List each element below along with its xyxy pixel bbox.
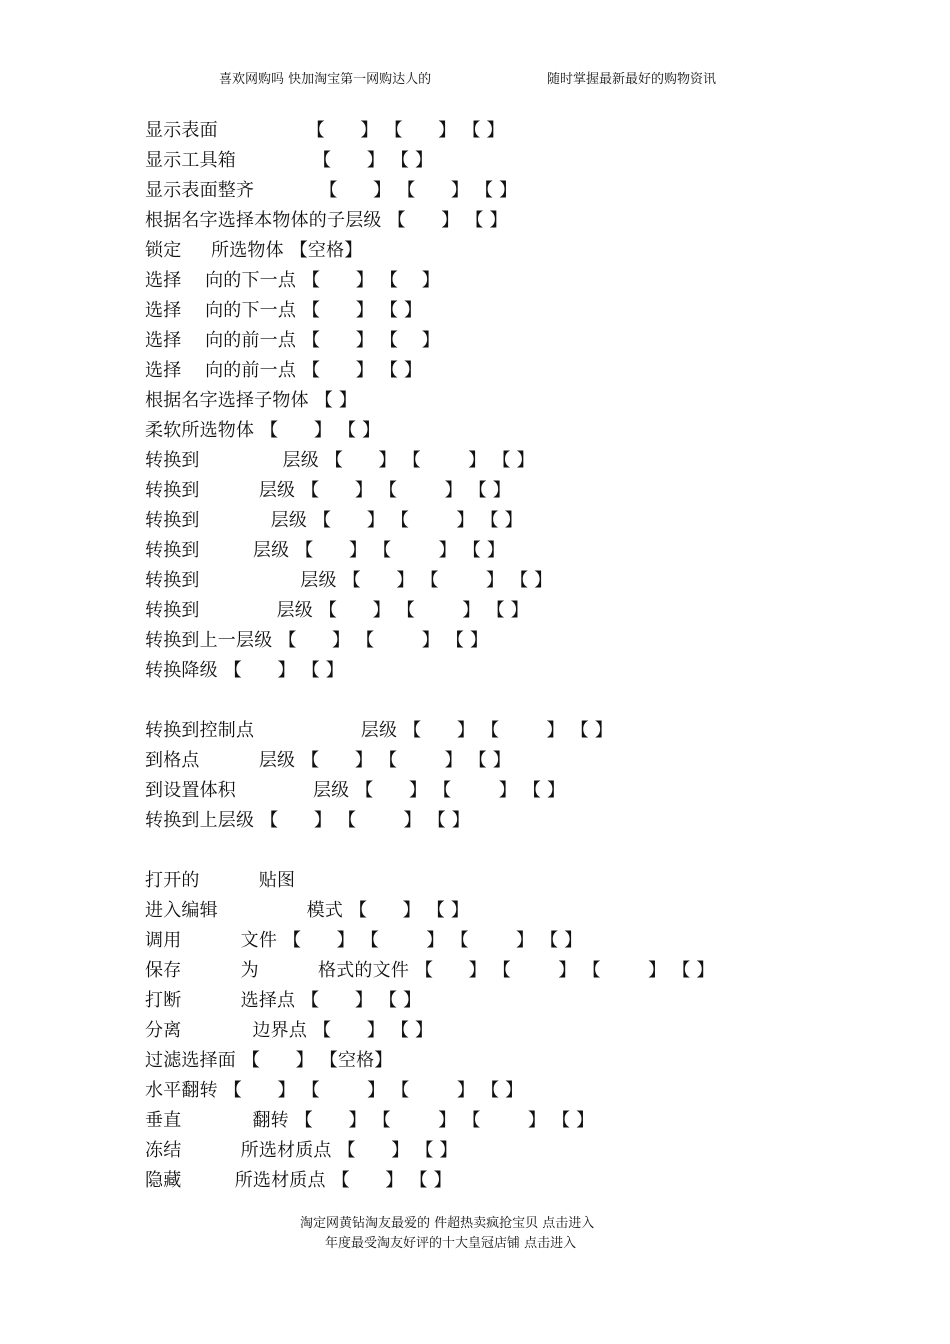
shortcut-line: 显示工具箱 【 】 【 】 bbox=[145, 150, 434, 171]
shortcut-line: 转换降级 【 】 【 】 bbox=[145, 660, 344, 681]
shortcut-line: 保存 为 格式的文件 【 】 【 】 【 】 【 】 bbox=[145, 960, 715, 981]
shortcut-line: 转换到控制点 层级 【 】 【 】 【 】 bbox=[145, 720, 613, 741]
shortcut-line: 分离 边界点 【 】 【 】 bbox=[145, 1020, 434, 1041]
shortcut-line: 水平翻转 【 】 【 】 【 】 【 】 bbox=[145, 1080, 524, 1101]
shortcut-line: 选择 向的下一点 【 】 【 】 bbox=[145, 300, 423, 321]
shortcut-line: 转换到 层级 【 】 【 】 【 】 bbox=[145, 540, 506, 561]
shortcut-line: 转换到上一层级 【 】 【 】 【 】 bbox=[145, 630, 489, 651]
shortcut-line: 显示表面 【 】 【 】 【 】 bbox=[145, 120, 505, 141]
header-promo-left: 喜欢网购吗 快加淘宝第一网购达人的 bbox=[219, 72, 432, 87]
shortcut-line: 调用 文件 【 】 【 】 【 】 【 】 bbox=[145, 930, 583, 951]
shortcut-line: 转换到 层级 【 】 【 】 【 】 bbox=[145, 510, 523, 531]
shortcut-line: 显示表面整齐 【 】 【 】 【 】 bbox=[145, 180, 518, 201]
shortcut-line: 转换到 层级 【 】 【 】 【 】 bbox=[145, 600, 529, 621]
shortcut-line: 根据名字选择子物体 【 】 bbox=[145, 390, 358, 411]
shortcut-line: 转换到 层级 【 】 【 】 【 】 bbox=[145, 450, 535, 471]
footer-promo-line-1: 淘定网黄钻淘友最爱的 件超热卖疯抢宝贝 点击进入 bbox=[300, 1216, 595, 1231]
shortcut-line: 选择 向的前一点 【 】 【 】 bbox=[145, 330, 440, 351]
shortcut-line: 柔软所选物体 【 】 【 】 bbox=[145, 420, 381, 441]
shortcut-line: 进入编辑 模式 【 】 【 】 bbox=[145, 900, 470, 921]
shortcut-line: 转换到 层级 【 】 【 】 【 】 bbox=[145, 570, 553, 591]
footer-promo-line-2: 年度最受淘友好评的十大皇冠店铺 点击进入 bbox=[325, 1236, 577, 1251]
shortcut-line: 选择 向的前一点 【 】 【 】 bbox=[145, 360, 423, 381]
shortcut-line: 到格点 层级 【 】 【 】 【 】 bbox=[145, 750, 512, 771]
shortcut-line: 打开的 贴图 bbox=[145, 870, 296, 891]
shortcut-line: 垂直 翻转 【 】 【 】 【 】 【 】 bbox=[145, 1110, 595, 1131]
shortcut-line: 隐藏 所选材质点 【 】 【 】 bbox=[145, 1170, 452, 1191]
shortcut-line: 转换到 层级 【 】 【 】 【 】 bbox=[145, 480, 512, 501]
header-promo-right: 随时掌握最新最好的购物资讯 bbox=[547, 72, 717, 87]
shortcut-line: 打断 选择点 【 】 【 】 bbox=[145, 990, 422, 1011]
shortcut-line: 转换到上层级 【 】 【 】 【 】 bbox=[145, 810, 470, 831]
shortcut-line: 到设置体积 层级 【 】 【 】 【 】 bbox=[145, 780, 566, 801]
shortcut-line: 根据名字选择本物体的子层级 【 】 【 】 bbox=[145, 210, 508, 231]
shortcut-line: 锁定 所选物体 【空格】 bbox=[145, 240, 363, 261]
shortcut-line: 冻结 所选材质点 【 】 【 】 bbox=[145, 1140, 458, 1161]
shortcut-line: 选择 向的下一点 【 】 【 】 bbox=[145, 270, 440, 291]
shortcut-line: 过滤选择面 【 】 【空格】 bbox=[145, 1050, 393, 1071]
